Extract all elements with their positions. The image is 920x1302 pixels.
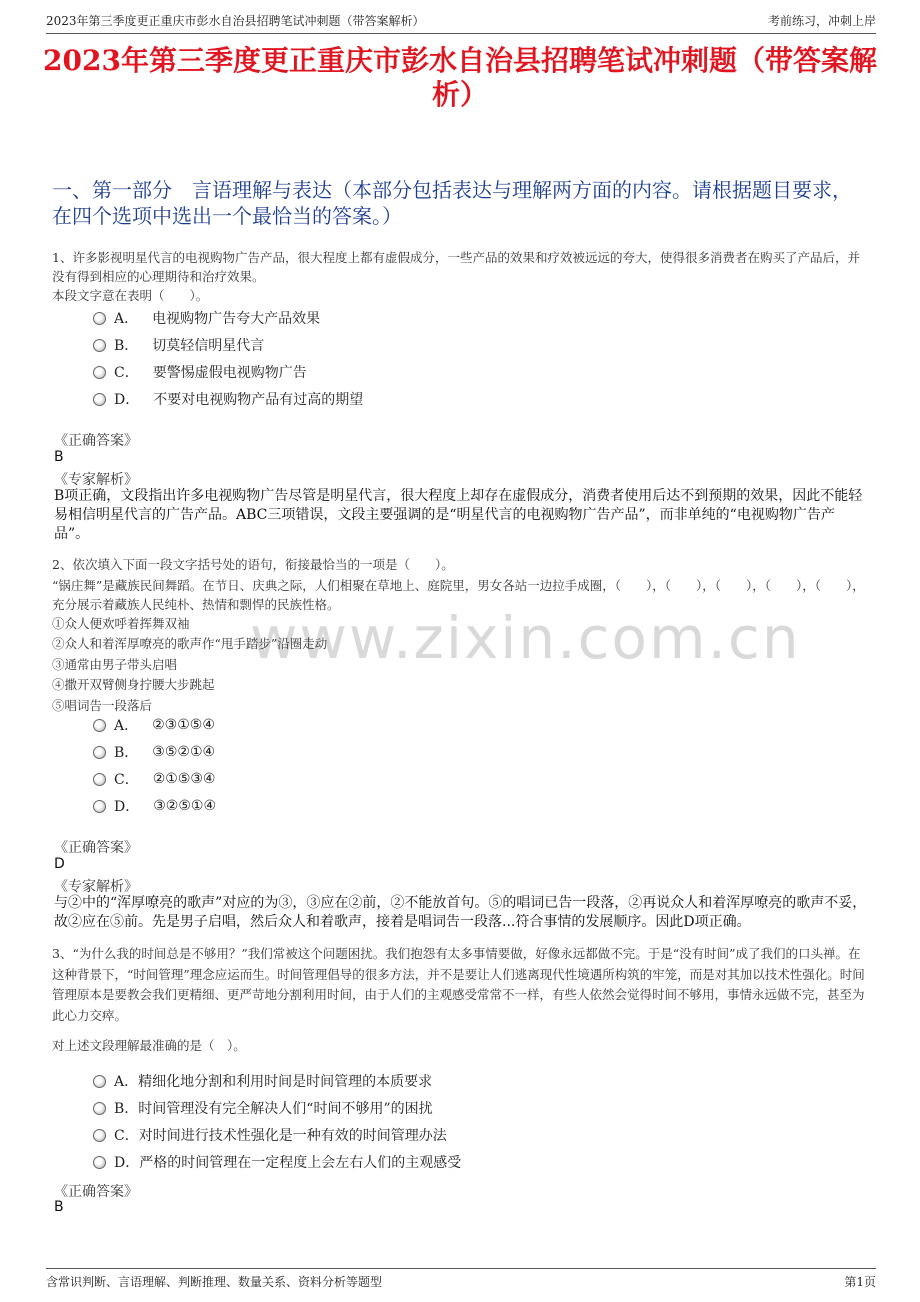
question-2-item: ③通常由男子带头启唱 bbox=[52, 656, 178, 672]
question-1-option-a[interactable]: A． 电视购物广告夸大产品效果 bbox=[93, 308, 320, 328]
question-2-text: 2、依次填入下面一段文字括号处的语句，衔接最恰当的一项是（ ）。 bbox=[52, 557, 454, 572]
question-2-item: ①众人便欢呼着挥舞双袖 bbox=[52, 615, 190, 631]
question-3-option-c[interactable]: C． 对时间进行技术性强化是一种有效的时间管理办法 bbox=[93, 1125, 447, 1145]
question-3-option-d[interactable]: D． 严格的时间管理在一定程度上会左右人们的主观感受 bbox=[93, 1152, 461, 1172]
question-1-stem: 本段文字意在表明（ ）。 bbox=[52, 288, 209, 303]
question-2-item: ④撒开双臂侧身拧腰大步跳起 bbox=[52, 677, 215, 692]
question-1-option-c[interactable]: C． 要警惕虚假电视购物广告 bbox=[93, 362, 307, 382]
header-slogan: 考前练习，冲刺上岸 bbox=[767, 14, 876, 28]
analysis-label: 《专家解析》 bbox=[54, 879, 138, 895]
radio-icon[interactable] bbox=[93, 312, 106, 325]
question-3-text: 3、“为什么我的时间总是不够用？”我们常被这个问题困扰。我们抱怨有太多事情要做，好像永远都做不完。于是“没有时间”成了我们的口头禅。在这种背景下，“时间管理”理念应运而生。时间管理倡导的很多方法，并不是要让人们逃离现代性境遇所构筑的牢笼，而是对其加以技术性强化。时间管理原本是要教会我们更精细、更严苛地分割利用时间，由于人们的主观感受常常不一样，有些人依然会觉得时间不够用，事情永远做不完，甚至为此心力交瘁。 bbox=[52, 946, 865, 1023]
radio-icon[interactable] bbox=[93, 1156, 106, 1169]
question-3-stem: 对上述文段理解最准确的是（ ）。 bbox=[52, 1038, 246, 1053]
question-2-option-d[interactable]: D． ③②⑤①④ bbox=[93, 796, 216, 816]
question-2 bbox=[52, 555, 868, 716]
radio-icon[interactable] bbox=[93, 773, 106, 786]
question-2-item: ⑤唱词告一段落后 bbox=[52, 697, 153, 713]
watermark: www.zixin.com.cn bbox=[250, 604, 801, 672]
radio-icon[interactable] bbox=[93, 800, 106, 813]
question-1-option-b[interactable]: B． 切莫轻信明星代言 bbox=[93, 335, 264, 355]
radio-icon[interactable] bbox=[93, 1102, 106, 1115]
radio-icon[interactable] bbox=[93, 366, 106, 379]
answer-label: 《正确答案》 bbox=[54, 433, 138, 449]
answer-label: 《正确答案》 bbox=[54, 840, 138, 856]
header-doc-title: 2023年第三季度更正重庆市彭水自治县招聘笔试冲刺题（带答案解析） bbox=[46, 14, 425, 28]
question-1-answer: B bbox=[54, 449, 64, 465]
answer-label: 《正确答案》 bbox=[54, 1184, 138, 1200]
radio-icon[interactable] bbox=[93, 339, 106, 352]
question-1-option-d[interactable]: D． 不要对电视购物产品有过高的期望 bbox=[93, 389, 363, 409]
page-number: 第1页 bbox=[844, 1275, 876, 1289]
radio-icon[interactable] bbox=[93, 746, 106, 759]
question-3 bbox=[52, 944, 868, 1026]
question-3-option-b[interactable]: B． 时间管理没有完全解决人们“时间不够用”的困扰 bbox=[93, 1098, 433, 1118]
section-heading: 一、第一部分 言语理解与表达（本部分包括表达与理解两方面的内容。请根据题目要求，在四个选项中选出一个最恰当的答案。） bbox=[52, 178, 852, 228]
question-2-passage: “锅庄舞”是藏族民间舞蹈。在节日、庆典之际，人们相聚在草地上、庭院里，男女各站一边拉手成圈，（ ），（ ），（ ），（ ），（ ），充分展示着藏族人民纯朴、热情和剽悍的民族性格。 bbox=[52, 577, 865, 612]
running-header bbox=[46, 10, 876, 34]
running-footer bbox=[46, 1268, 876, 1290]
question-1 bbox=[52, 248, 868, 307]
question-2-option-a[interactable]: A． ②③①⑤④ bbox=[93, 715, 215, 735]
question-3-answer: B bbox=[54, 1199, 64, 1215]
footer-description: 含常识判断、言语理解、判断推理、数量关系、资料分析等题型 bbox=[46, 1275, 383, 1289]
question-2-option-b[interactable]: B． ③⑤②①④ bbox=[93, 742, 215, 762]
analysis-label: 《专家解析》 bbox=[54, 472, 138, 488]
radio-icon[interactable] bbox=[93, 393, 106, 406]
document-title: 2023年第三季度更正重庆市彭水自治县招聘笔试冲刺题（带答案解析） bbox=[43, 44, 877, 111]
question-3-option-a[interactable]: A． 精细化地分割和利用时间是时间管理的本质要求 bbox=[93, 1071, 432, 1091]
radio-icon[interactable] bbox=[93, 719, 106, 732]
question-2-answer: D bbox=[54, 856, 65, 872]
question-1-text: 1、许多影视明星代言的电视购物广告产品，很大程度上都有虚假成分，一些产品的效果和疗效被远远的夸大，使得很多消费者在购买了产品后，并没有得到相应的心理期待和治疗效果。 bbox=[52, 250, 860, 284]
question-1-analysis: B项正确，文段指出许多电视购物广告尽管是明星代言，很大程度上却存在虚假成分，消费者使用后达不到预期的效果，因此不能轻易相信明星代言的广告产品。ABC三项错误，文段主要强调的是“明星代言的电视购物广告产品”，而非单纯的“电视购物广告产品”。 bbox=[54, 488, 863, 542]
question-2-option-c[interactable]: C． ②①⑤③④ bbox=[93, 769, 215, 789]
radio-icon[interactable] bbox=[93, 1129, 106, 1142]
radio-icon[interactable] bbox=[93, 1075, 106, 1088]
question-2-item: ②众人和着浑厚嘹亮的歌声作“甩手踏步”沿圈走动 bbox=[52, 636, 328, 651]
question-2-analysis: 与②中的“浑厚嘹亮的歌声”对应的为③，③应在②前，②不能放首句。⑤的唱词已告一段落，②再说众人和着浑厚嘹亮的歌声不妥，故②应在⑤前。先是男子启唱，然后众人和着歌声，接着是唱词告一段落...符合事情的发展顺序。因此D项正确。 bbox=[54, 895, 867, 930]
